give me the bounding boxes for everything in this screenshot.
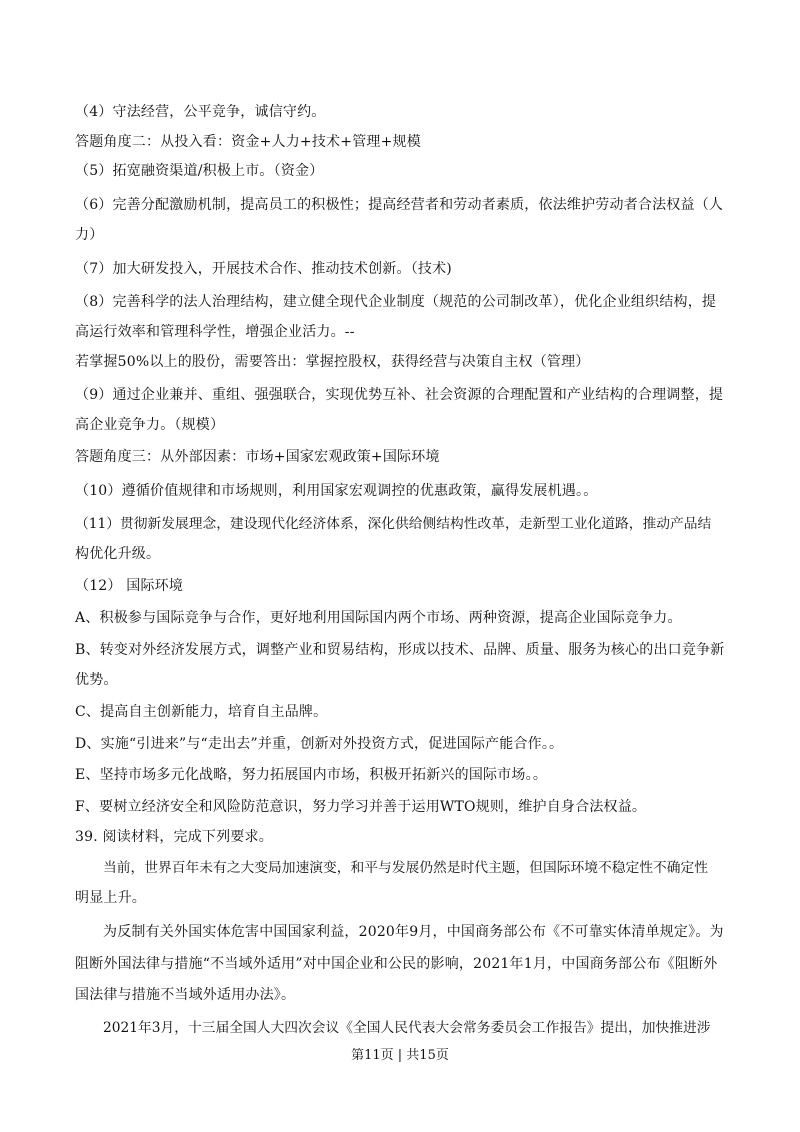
- material-paragraph-1-line-2: 明显上升。: [75, 890, 146, 906]
- answer-item-c: C、提高自主创新能力，培育自主品牌。: [75, 704, 328, 720]
- material-paragraph-2-line-2: 阻断外国法律与措施“不当域外适用”对中国企业和公民的影响，2021年1月，中国商务部公布《阻断外: [75, 956, 718, 972]
- answer-point-4: （4）守法经营，公平竞争，诚信守约。: [75, 104, 326, 120]
- answer-angle-2-heading: 答题角度二：从投入看：资金+人力+技术+管理+规模: [75, 134, 421, 150]
- answer-point-12-heading: （12） 国际环境: [75, 578, 184, 594]
- answer-point-8-line-2: 高运行效率和管理科学性，增强企业活力。--: [75, 324, 355, 340]
- answer-item-d: D、实施“引进来”与“走出去”并重，创新对外投资方式，促进国际产能合作。。: [75, 736, 564, 752]
- answer-point-11-line-2: 构优化升级。: [75, 546, 161, 562]
- answer-item-b-line-2: 优势。: [75, 672, 118, 688]
- answer-item-f: F、要树立经济安全和风险防范意识，努力学习并善于运用WTO规则，维护自身合法权益。: [75, 799, 647, 815]
- answer-item-a: A、积极参与国际竞争与合作，更好地利用国际国内两个市场、两种资源，提高企业国际竞争力。: [75, 610, 682, 626]
- material-paragraph-2-line-1: 为反制有关外国实体危害中国国家利益，2020年9月，中国商务部公布《不可靠实体清单规定》。为: [103, 924, 724, 940]
- answer-point-7: （7）加大研发投入，开展技术合作、推动技术创新。（技术): [75, 261, 452, 277]
- page-footer: 第11页 | 共15页: [351, 1048, 449, 1063]
- answer-item-b-line-1: B、转变对外经济发展方式，调整产业和贸易结构，形成以技术、品牌、质量、服务为核心的出口竞争新: [75, 642, 725, 658]
- material-paragraph-2-line-3: 国法律与措施不当域外适用办法》。: [75, 987, 296, 1003]
- answer-note-shareholding: 若掌握50%以上的股份，需要答出：掌握控股权，获得经营与决策自主权（管理）: [75, 354, 590, 370]
- answer-point-8-line-1: （8）完善科学的法人治理结构，建立健全现代企业制度（规范的公司制改革），优化企业组织结构，提: [75, 294, 717, 310]
- material-paragraph-1-line-1: 当前，世界百年未有之大变局加速演变，和平与发展仍然是时代主题，但国际环境不稳定性不确定性: [103, 860, 709, 876]
- answer-point-9-line-1: （9）通过企业兼并、重组、强强联合，实现优势互补、社会资源的合理配置和产业结构的合理调整，提: [75, 387, 724, 403]
- answer-point-6-line-2: 力）: [75, 227, 104, 243]
- answer-item-e: E、坚持市场多元化战略，努力拓展国内市场，积极开拓新兴的国际市场。。: [75, 767, 548, 783]
- question-39-heading: 39. 阅读材料，完成下列要求。: [75, 829, 273, 845]
- material-paragraph-3-line-1: 2021年3月，十三届全国人大四次会议《全国人民代表大会常务委员会工作报告》提出，加快推进涉: [103, 1020, 711, 1036]
- answer-point-6-line-1: （6）完善分配激励机制，提高员工的积极性；提高经营者和劳动者素质，依法维护劳动者合法权益（人: [75, 197, 724, 213]
- answer-point-10: （10）遵循价值规律和市场规则，利用国家宏观调控的优惠政策，赢得发展机遇。。: [75, 483, 598, 499]
- answer-point-11-line-1: （11）贯彻新发展理念，建设现代化经济体系，深化供给侧结构性改革，走新型工业化道路，推动产品结: [75, 516, 712, 532]
- answer-angle-3-heading: 答题角度三：从外部因素：市场+国家宏观政策+国际环境: [75, 449, 440, 465]
- answer-point-5: （5）拓宽融资渠道/积极上市。（资金）: [75, 163, 324, 179]
- answer-point-9-line-2: 高企业竞争力。（规模）: [75, 417, 225, 433]
